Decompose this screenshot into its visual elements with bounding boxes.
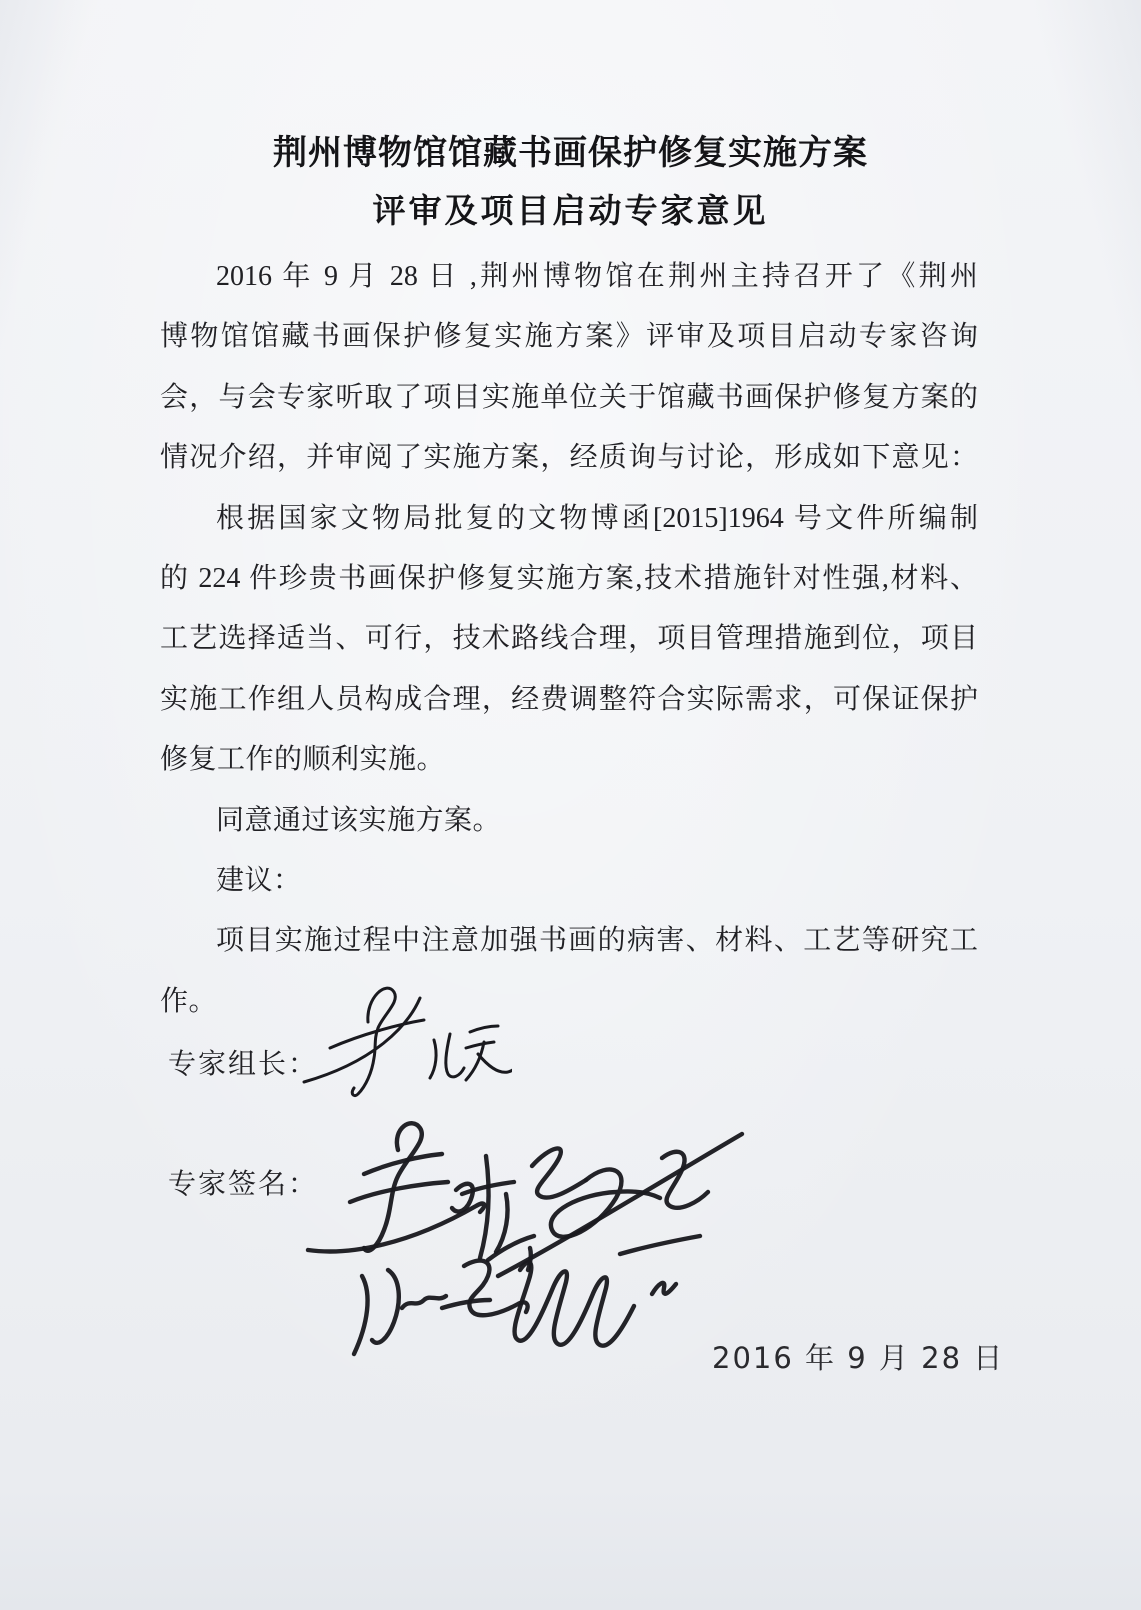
title-line-2: 评审及项目启动专家意见 [372,191,769,230]
body-line: 工艺选择适当、可行，技术路线合理，项目管理措施到位，项目 [160,623,978,655]
expert-signature-1 [308,1123,514,1258]
body-line: 会，与会专家听取了项目实施单位关于馆藏书画保护修复方案的 [160,381,978,413]
body-line: 情况介绍，并审阅了实施方案，经质询与讨论，形成如下意见： [160,442,978,474]
title-line-1: 荆州博物馆馆藏书画保护修复实施方案 [273,133,868,173]
body-line: 修复工作的顺利实施。 [160,744,446,776]
body-line: 作。 [160,985,218,1017]
body-line: 博物馆馆藏书画保护修复实施方案》评审及项目启动专家咨询 [160,321,978,353]
body-line: 实施工作组人员构成合理，经费调整符合实际需求，可保证保护 [160,683,978,715]
body-line: 根据国家文物局批复的文物博函[2015]1964 号文件所编制 [216,502,978,534]
body-line: 的 224 件珍贵书画保护修复实施方案,技术措施针对性强,材料、 [160,562,978,594]
body-line: 2016 年 9 月 28 日 ,荆州博物馆在荆州主持召开了《荆州 [216,261,978,292]
document-date: 2016 年 9 月 28 日 [712,1341,1005,1375]
body-line: 同意通过该实施方案。 [216,804,502,836]
expert-leader-label: 专家组长： [168,1049,319,1080]
document-body [160,247,978,1032]
expert-signature-3 [354,1236,534,1354]
expert-signatures-label: 专家签名： [168,1169,319,1200]
body-line: 建议： [216,864,302,896]
document-title [0,124,1141,240]
body-line: 项目实施过程中注意加强书画的病害、材料、工艺等研究工 [216,925,978,957]
leader-signature-handwriting [282,970,512,1104]
expert-signature-2 [498,1134,742,1276]
